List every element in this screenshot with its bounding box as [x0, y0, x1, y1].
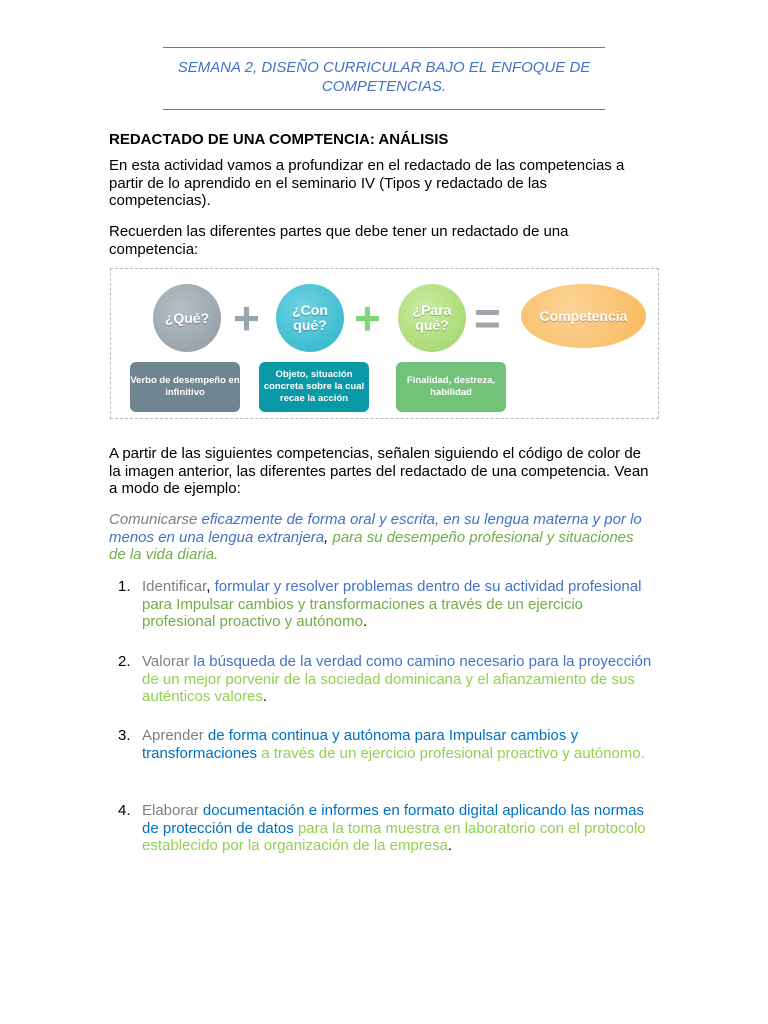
list-item	[109, 653, 654, 706]
section-heading: REDACTADO DE UNA COMPTENCIA: ANÁLISIS	[109, 131, 449, 148]
item-object: la búsqueda de la verdad como camino necesario para la proyección	[193, 653, 652, 670]
finalidad-box: Finalidad, destreza, habilidad	[396, 362, 506, 412]
example-verb: Comunicarse	[109, 511, 202, 528]
example-purpose: para su desempeño profesional y situaciones de la vida diaria.	[109, 528, 634, 563]
item-purpose: de un mejor porvenir de la sociedad dominicana y el afianzamiento de sus auténticos valores	[142, 670, 635, 705]
item-verb: Valorar	[142, 653, 194, 670]
page-title: SEMANA 2, DISEÑO CURRICULAR BAJO EL ENFOQUE DE COMPETENCIAS.	[177, 59, 591, 95]
item-purpose: para la toma muestra en laboratorio con el protocolo establecido por la organización de la empresa	[142, 819, 646, 854]
example-object: eficazmente de forma oral y escrita, en su lengua materna y por lo menos en una lengua extranjera	[109, 511, 642, 546]
competency-diagram	[110, 268, 659, 419]
example-paragraph	[109, 511, 649, 564]
item-object: formular y resolver problemas dentro de su actividad profesional	[214, 578, 642, 595]
item-object: documentación e informes en formato digital aplicando las normas de protección de datos	[142, 802, 644, 837]
con-que-circle: ¿Con qué?	[276, 284, 344, 352]
competency-list	[109, 578, 654, 631]
example-sep: ,	[324, 528, 333, 546]
item-purpose: a través de un ejercicio profesional proactivo y autónomo.	[257, 744, 645, 762]
item-number: 3.	[118, 727, 131, 744]
item-end: .	[362, 613, 368, 630]
objeto-box: Objeto, situación concreta sobre la cual recae la acción	[259, 362, 369, 412]
item-object: de forma continua y autónoma para Impulsar cambios y transformaciones	[142, 727, 579, 762]
item-verb: Elaborar	[142, 802, 203, 819]
competency-list	[109, 653, 654, 706]
list-item	[109, 802, 654, 855]
item-end: .	[262, 688, 268, 705]
item-number: 1.	[118, 578, 131, 595]
equals-icon: =	[474, 292, 501, 344]
instructions-paragraph: A partir de las siguientes competencias, señalen siguiendo el código de color de la imagen anterior, las diferentes partes del redactado de una competencia. Vean a modo de ejemplo:	[109, 445, 649, 497]
divider	[163, 109, 605, 110]
item-verb: Aprender	[142, 727, 208, 744]
list-item	[109, 578, 654, 631]
competency-list	[109, 802, 654, 855]
plus-icon: +	[233, 292, 260, 344]
competency-list	[109, 727, 654, 762]
item-sep: ,	[206, 578, 215, 595]
plus-icon: +	[354, 292, 381, 344]
list-item	[109, 727, 654, 762]
que-circle: ¿Qué?	[153, 284, 221, 352]
item-end: .	[448, 837, 453, 854]
item-number: 4.	[118, 802, 131, 819]
para-que-circle: ¿Para qué?	[398, 284, 466, 352]
divider	[163, 47, 605, 48]
intro-paragraph: En esta actividad vamos a profundizar en el redactado de las competencias a partir de lo aprendido en el seminario IV (Tipos y redactado de las competencias).	[109, 157, 625, 209]
item-verb: Identificar	[142, 578, 207, 595]
competencia-ellipse: Competencia	[521, 284, 646, 348]
recall-paragraph: Recuerden las diferentes partes que debe tener un redactado de una competencia:	[109, 223, 569, 258]
item-purpose: para Impulsar cambios y transformaciones a través de un ejercicio profesional proactivo y autónomo	[142, 595, 584, 630]
item-number: 2.	[118, 653, 131, 670]
verbo-box: Verbo de desempeño en infinitivo	[130, 362, 240, 412]
